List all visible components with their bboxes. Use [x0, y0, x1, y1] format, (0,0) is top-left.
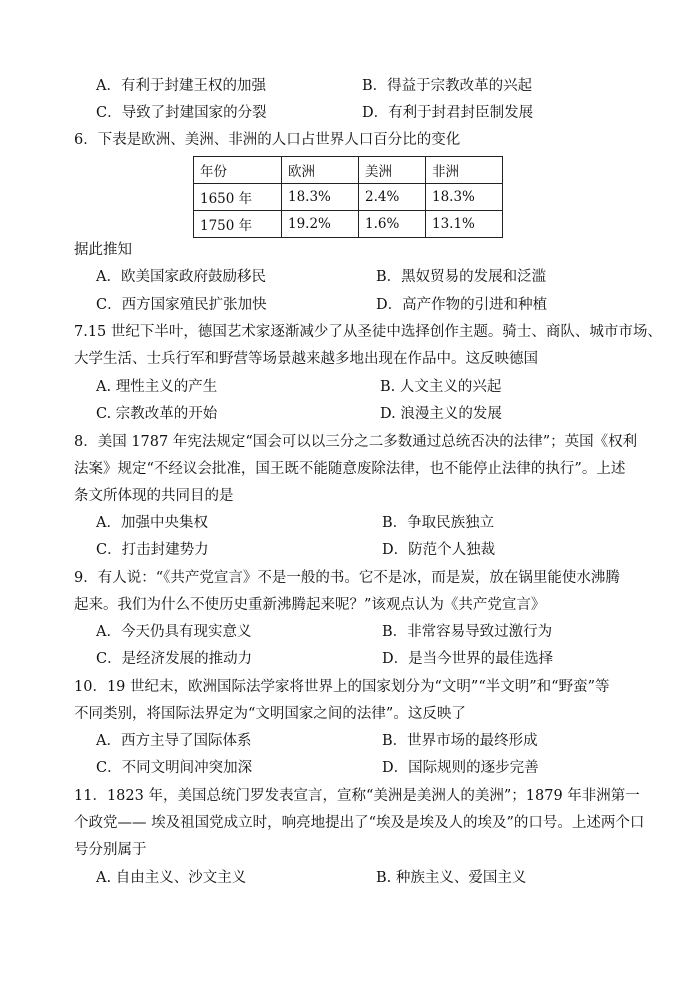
q8-line-2: 法案》规定“不经议会批准，国王既不能随意废除法律，也不能停止法律的执行”。上述	[74, 461, 626, 477]
q11-line-3: 号分别属于	[74, 842, 147, 858]
q9-option-b: B．非常容易导致过激行为	[382, 624, 553, 640]
q6-after-table: 据此推知	[74, 242, 132, 258]
table-cell: 1.6%	[359, 211, 426, 238]
table-header-cell: 欧洲	[282, 157, 359, 184]
q5-option-c: C．导致了封建国家的分裂	[96, 105, 267, 121]
q5-option-a: A．有利于封建王权的加强	[96, 78, 266, 94]
table-header-cell: 年份	[194, 157, 282, 184]
q11-option-b: B. 种族主义、爱国主义	[376, 870, 527, 886]
q8-option-b: B．争取民族独立	[382, 515, 495, 531]
q10-line-1: 10．19 世纪末，欧洲国际法学家将世界上的国家划分为“文明”“半文明”和“野蛮”等	[74, 679, 610, 695]
q6-option-d: D．高产作物的引进和种植	[376, 297, 548, 313]
q8-option-a: A．加强中央集权	[96, 515, 208, 531]
table-cell: 2.4%	[359, 184, 426, 211]
q5-option-b: B．得益于宗教改革的兴起	[362, 78, 533, 94]
q10-option-b: B．世界市场的最终形成	[382, 733, 538, 749]
q7-line-2: 大学生活、士兵行军和野营等场景越来越多地出现在作品中。这反映德国	[74, 351, 538, 367]
q9-option-c: C．是经济发展的推动力	[96, 651, 253, 667]
q7-line-1: 7.15 世纪下半叶，德国艺术家逐渐减少了从圣徒中选择创作主题。骑士、商队、城市市场、	[74, 324, 662, 340]
q10-line-2: 不同类别，将国际法界定为“文明国家之间的法律”。这反映了	[74, 706, 466, 722]
q10-option-d: D．国际规则的逐步完善	[382, 760, 539, 776]
q6-option-b: B．黑奴贸易的发展和泛滥	[376, 269, 547, 285]
q7-option-d: D. 浪漫主义的发展	[380, 406, 502, 422]
q9-option-d: D．是当今世界的最佳选择	[382, 651, 554, 667]
q11-line-2: 个政党—— 埃及祖国党成立时，响亮地提出了“埃及是埃及人的埃及”的口号。上述两个口	[74, 815, 645, 831]
table-header-row	[194, 157, 503, 184]
population-table	[193, 156, 503, 238]
table-cell: 1650 年	[194, 184, 282, 211]
q7-option-b: B. 人文主义的兴起	[380, 379, 502, 395]
q9-line-1: 9．有人说：“《共产党宣言》不是一般的书。它不是冰，而是炭，放在锅里能使水沸腾	[74, 570, 620, 586]
table-header-cell: 非洲	[426, 157, 503, 184]
q7-option-c: C. 宗教改革的开始	[96, 406, 218, 422]
q6-option-a: A．欧美国家政府鼓励移民	[96, 269, 266, 285]
table-cell: 18.3%	[282, 184, 359, 211]
q8-line-3: 条文所体现的共同目的是	[74, 488, 234, 504]
q8-line-1: 8．美国 1787 年宪法规定“国会可以以三分之二多数通过总统否决的法律”；英国《权利	[74, 434, 638, 450]
table-header-cell: 美洲	[359, 157, 426, 184]
q9-line-2: 起来。我们为什么不使历史重新沸腾起来呢？”该观点认为《共产党宣言》	[74, 597, 546, 613]
q8-option-c: C．打击封建势力	[96, 542, 209, 558]
q10-option-c: C．不同文明间冲突加深	[96, 760, 253, 776]
table-row	[194, 184, 503, 211]
q10-option-a: A．西方主导了国际体系	[96, 733, 252, 749]
q8-option-d: D．防范个人独裁	[382, 542, 496, 558]
q11-option-a: A. 自由主义、沙文主义	[96, 870, 247, 886]
q6-option-c: C．西方国家殖民扩张加快	[96, 297, 267, 313]
table-row	[194, 211, 503, 238]
q6-stem: 6．下表是欧洲、美洲、非洲的人口占世界人口百分比的变化	[74, 132, 461, 148]
table-cell: 19.2%	[282, 211, 359, 238]
q11-line-1: 11．1823 年，美国总统门罗发表宣言，宣称“美洲是美洲人的美洲”；1879 年非洲第一	[74, 788, 640, 804]
table-cell: 18.3%	[426, 184, 503, 211]
q9-option-a: A．今天仍具有现实意义	[96, 624, 252, 640]
table-cell: 1750 年	[194, 211, 282, 238]
q5-option-d: D．有利于封君封臣制发展	[362, 105, 534, 121]
q7-option-a: A. 理性主义的产生	[96, 379, 218, 395]
table-cell: 13.1%	[426, 211, 503, 238]
